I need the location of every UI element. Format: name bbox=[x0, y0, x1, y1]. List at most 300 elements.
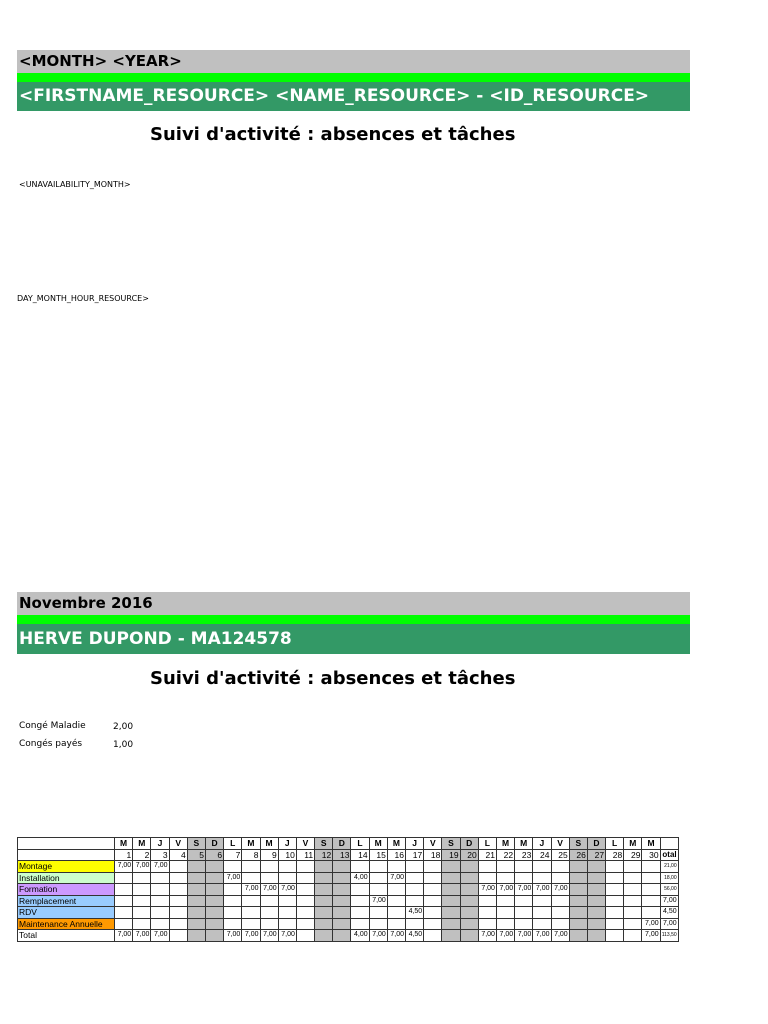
day-cell bbox=[260, 895, 278, 907]
day-cell: 7,00 bbox=[478, 930, 496, 942]
day-cell bbox=[151, 918, 169, 930]
day-cell bbox=[169, 907, 187, 919]
day-cell: 7,00 bbox=[533, 884, 551, 896]
day-cell bbox=[551, 918, 569, 930]
day-cell bbox=[460, 907, 478, 919]
day-cell bbox=[424, 907, 442, 919]
day-cell bbox=[115, 907, 133, 919]
day-cell bbox=[424, 872, 442, 884]
divider bbox=[17, 73, 690, 82]
day-cell bbox=[333, 907, 351, 919]
day-letter: J bbox=[151, 838, 169, 850]
day-letter: M bbox=[242, 838, 260, 850]
day-cell bbox=[224, 861, 242, 873]
day-cell: 4,00 bbox=[351, 930, 369, 942]
day-number: 5 bbox=[187, 849, 205, 861]
day-cell bbox=[533, 907, 551, 919]
day-cell bbox=[424, 895, 442, 907]
day-letter: M bbox=[115, 838, 133, 850]
day-cell bbox=[115, 895, 133, 907]
day-letter: S bbox=[442, 838, 460, 850]
day-letter: M bbox=[642, 838, 660, 850]
day-cell bbox=[333, 861, 351, 873]
row-label: RDV bbox=[18, 907, 115, 919]
day-cell bbox=[496, 907, 514, 919]
day-cell bbox=[315, 930, 333, 942]
day-cell bbox=[260, 907, 278, 919]
day-cell bbox=[496, 872, 514, 884]
table-row bbox=[18, 884, 679, 896]
day-cell bbox=[133, 872, 151, 884]
day-cell bbox=[187, 907, 205, 919]
day-letter: M bbox=[624, 838, 642, 850]
day-cell bbox=[278, 861, 296, 873]
absence-label: Congé Maladie bbox=[19, 721, 86, 731]
day-number: 1 bbox=[115, 849, 133, 861]
day-cell bbox=[515, 861, 533, 873]
day-cell bbox=[387, 861, 405, 873]
day-cell bbox=[406, 895, 424, 907]
row-label: Formation bbox=[18, 884, 115, 896]
day-cell: 7,00 bbox=[224, 872, 242, 884]
day-cell bbox=[315, 895, 333, 907]
day-letter: D bbox=[587, 838, 605, 850]
day-cell bbox=[133, 907, 151, 919]
day-cell bbox=[624, 895, 642, 907]
day-cell bbox=[406, 918, 424, 930]
day-cell bbox=[460, 895, 478, 907]
day-cell bbox=[460, 884, 478, 896]
day-number: 30 bbox=[642, 849, 660, 861]
day-number: 13 bbox=[333, 849, 351, 861]
day-number: 25 bbox=[551, 849, 569, 861]
day-cell bbox=[315, 861, 333, 873]
day-cell bbox=[569, 930, 587, 942]
day-number: 14 bbox=[351, 849, 369, 861]
day-cell bbox=[551, 907, 569, 919]
row-total: 113,50 bbox=[660, 930, 678, 942]
row-total: 4,50 bbox=[660, 907, 678, 919]
month-year-bar: Novembre 2016 bbox=[17, 592, 690, 615]
day-cell bbox=[515, 907, 533, 919]
divider bbox=[17, 615, 690, 624]
day-letter: S bbox=[187, 838, 205, 850]
day-cell bbox=[369, 884, 387, 896]
day-letter: M bbox=[515, 838, 533, 850]
day-cell bbox=[551, 872, 569, 884]
day-cell bbox=[242, 918, 260, 930]
day-cell bbox=[478, 907, 496, 919]
day-cell bbox=[442, 907, 460, 919]
day-number: 7 bbox=[224, 849, 242, 861]
header-blank bbox=[18, 849, 115, 861]
day-cell bbox=[515, 918, 533, 930]
day-cell bbox=[296, 861, 314, 873]
day-cell bbox=[351, 884, 369, 896]
day-cell bbox=[515, 895, 533, 907]
day-cell bbox=[642, 895, 660, 907]
day-cell bbox=[224, 895, 242, 907]
day-number: 17 bbox=[406, 849, 424, 861]
day-cell bbox=[387, 884, 405, 896]
month-year-placeholder-bar: <MONTH> <YEAR> bbox=[17, 50, 690, 73]
day-cell: 7,00 bbox=[387, 872, 405, 884]
day-cell bbox=[133, 918, 151, 930]
day-cell bbox=[624, 918, 642, 930]
day-number: 26 bbox=[569, 849, 587, 861]
day-cell bbox=[315, 918, 333, 930]
day-cell bbox=[315, 907, 333, 919]
day-cell: 4,50 bbox=[406, 930, 424, 942]
day-cell bbox=[205, 884, 223, 896]
day-cell: 7,00 bbox=[515, 884, 533, 896]
day-cell bbox=[442, 895, 460, 907]
day-cell bbox=[278, 918, 296, 930]
day-cell bbox=[333, 930, 351, 942]
day-number: 24 bbox=[533, 849, 551, 861]
day-cell bbox=[260, 918, 278, 930]
day-cell bbox=[424, 918, 442, 930]
day-cell bbox=[587, 930, 605, 942]
day-cell bbox=[169, 895, 187, 907]
day-cell bbox=[569, 861, 587, 873]
day-cell: 7,00 bbox=[369, 930, 387, 942]
day-cell bbox=[133, 884, 151, 896]
day-cell: 7,00 bbox=[496, 884, 514, 896]
day-letter: L bbox=[606, 838, 624, 850]
table-row bbox=[18, 918, 679, 930]
row-total: 56,00 bbox=[660, 884, 678, 896]
day-cell bbox=[187, 884, 205, 896]
day-letter: M bbox=[133, 838, 151, 850]
day-cell bbox=[478, 918, 496, 930]
day-cell bbox=[569, 907, 587, 919]
day-cell bbox=[242, 861, 260, 873]
row-total: 7,00 bbox=[660, 918, 678, 930]
day-cell bbox=[351, 895, 369, 907]
day-cell bbox=[496, 918, 514, 930]
day-cell bbox=[587, 918, 605, 930]
day-letter: L bbox=[224, 838, 242, 850]
day-cell bbox=[569, 872, 587, 884]
day-number: 29 bbox=[624, 849, 642, 861]
day-cell bbox=[606, 895, 624, 907]
day-cell bbox=[624, 872, 642, 884]
day-number: 15 bbox=[369, 849, 387, 861]
day-number: 4 bbox=[169, 849, 187, 861]
day-cell bbox=[515, 872, 533, 884]
day-cell bbox=[205, 907, 223, 919]
row-total: 18,00 bbox=[660, 872, 678, 884]
header-blank bbox=[660, 838, 678, 850]
day-cell bbox=[333, 895, 351, 907]
day-cell bbox=[278, 872, 296, 884]
day-letter: S bbox=[569, 838, 587, 850]
day-cell bbox=[169, 872, 187, 884]
day-cell bbox=[442, 884, 460, 896]
day-cell: 7,00 bbox=[478, 884, 496, 896]
day-cell bbox=[642, 861, 660, 873]
day-cell bbox=[133, 895, 151, 907]
row-label: Maintenance Annuelle bbox=[18, 918, 115, 930]
unavailability-placeholder: <UNAVAILABILITY_MONTH> bbox=[19, 180, 131, 189]
day-cell bbox=[642, 884, 660, 896]
day-letter: V bbox=[424, 838, 442, 850]
day-cell bbox=[442, 872, 460, 884]
day-cell bbox=[387, 907, 405, 919]
day-cell bbox=[205, 930, 223, 942]
day-cell bbox=[442, 918, 460, 930]
day-letter: D bbox=[333, 838, 351, 850]
day-cell: 7,00 bbox=[642, 918, 660, 930]
row-label: Montage bbox=[18, 861, 115, 873]
day-letter: J bbox=[278, 838, 296, 850]
day-cell bbox=[333, 918, 351, 930]
day-cell bbox=[369, 918, 387, 930]
day-letter: M bbox=[496, 838, 514, 850]
day-cell bbox=[442, 861, 460, 873]
day-cell bbox=[478, 861, 496, 873]
day-cell bbox=[278, 907, 296, 919]
day-cell bbox=[205, 861, 223, 873]
day-cell bbox=[115, 872, 133, 884]
day-cell bbox=[606, 907, 624, 919]
day-cell bbox=[533, 872, 551, 884]
day-cell bbox=[569, 895, 587, 907]
absence-label: Congés payés bbox=[19, 739, 83, 749]
day-cell: 7,00 bbox=[133, 861, 151, 873]
day-cell bbox=[115, 918, 133, 930]
table-row bbox=[18, 872, 679, 884]
day-cell bbox=[369, 861, 387, 873]
day-letter: V bbox=[169, 838, 187, 850]
row-label: Remplacement bbox=[18, 895, 115, 907]
day-number: 18 bbox=[424, 849, 442, 861]
day-cell bbox=[478, 895, 496, 907]
day-letter: J bbox=[533, 838, 551, 850]
day-number: 11 bbox=[296, 849, 314, 861]
day-cell: 7,00 bbox=[224, 930, 242, 942]
day-letter: V bbox=[296, 838, 314, 850]
header-blank bbox=[18, 838, 115, 850]
day-cell bbox=[151, 895, 169, 907]
day-number: 12 bbox=[315, 849, 333, 861]
day-cell bbox=[424, 930, 442, 942]
day-cell: 7,00 bbox=[278, 930, 296, 942]
day-cell: 7,00 bbox=[278, 884, 296, 896]
day-cell bbox=[242, 907, 260, 919]
day-cell: 7,00 bbox=[151, 930, 169, 942]
page-title: Suivi d'activité : absences et tâches bbox=[150, 124, 516, 145]
day-number: 22 bbox=[496, 849, 514, 861]
table-row bbox=[18, 895, 679, 907]
activity-table bbox=[17, 837, 679, 942]
day-cell: 7,00 bbox=[369, 895, 387, 907]
day-cell: 7,00 bbox=[551, 884, 569, 896]
table-row bbox=[18, 861, 679, 873]
day-cell bbox=[424, 861, 442, 873]
day-cell bbox=[187, 930, 205, 942]
day-cell bbox=[533, 918, 551, 930]
day-cell: 4,00 bbox=[351, 872, 369, 884]
day-number: 28 bbox=[606, 849, 624, 861]
day-cell bbox=[533, 861, 551, 873]
day-number: 9 bbox=[260, 849, 278, 861]
day-letter: D bbox=[460, 838, 478, 850]
day-cell bbox=[169, 918, 187, 930]
day-cell bbox=[587, 861, 605, 873]
day-cell bbox=[151, 907, 169, 919]
day-cell: 4,50 bbox=[406, 907, 424, 919]
day-cell: 7,00 bbox=[115, 861, 133, 873]
day-cell bbox=[296, 895, 314, 907]
day-cell bbox=[351, 907, 369, 919]
day-cell bbox=[460, 861, 478, 873]
day-cell bbox=[151, 872, 169, 884]
day-letter: M bbox=[260, 838, 278, 850]
day-number: 3 bbox=[151, 849, 169, 861]
day-letter: J bbox=[406, 838, 424, 850]
day-cell bbox=[187, 895, 205, 907]
day-cell bbox=[115, 884, 133, 896]
absence-value: 2,00 bbox=[113, 722, 134, 732]
day-cell bbox=[587, 907, 605, 919]
day-cell: 7,00 bbox=[151, 861, 169, 873]
total-header: otal bbox=[660, 849, 678, 861]
row-total: 7,00 bbox=[660, 895, 678, 907]
day-cell bbox=[606, 872, 624, 884]
day-cell bbox=[242, 895, 260, 907]
day-letter: V bbox=[551, 838, 569, 850]
day-cell bbox=[460, 872, 478, 884]
day-cell bbox=[587, 884, 605, 896]
day-cell bbox=[551, 861, 569, 873]
day-cell bbox=[424, 884, 442, 896]
day-cell bbox=[205, 872, 223, 884]
day-cell: 7,00 bbox=[496, 930, 514, 942]
day-cell: 7,00 bbox=[387, 930, 405, 942]
day-number: 23 bbox=[515, 849, 533, 861]
day-cell bbox=[296, 884, 314, 896]
table-row bbox=[18, 930, 679, 942]
resource-bar: HERVE DUPOND - MA124578 bbox=[17, 624, 690, 654]
day-cell bbox=[460, 918, 478, 930]
day-cell bbox=[351, 861, 369, 873]
day-cell: 7,00 bbox=[242, 884, 260, 896]
day-cell bbox=[569, 884, 587, 896]
day-letter: D bbox=[205, 838, 223, 850]
day-cell bbox=[224, 918, 242, 930]
day-cell bbox=[187, 861, 205, 873]
day-cell bbox=[278, 895, 296, 907]
day-letter: S bbox=[315, 838, 333, 850]
day-letter: M bbox=[387, 838, 405, 850]
day-cell: 7,00 bbox=[642, 930, 660, 942]
day-cell: 7,00 bbox=[260, 884, 278, 896]
day-cell bbox=[569, 918, 587, 930]
row-label: Total bbox=[18, 930, 115, 942]
day-cell: 7,00 bbox=[551, 930, 569, 942]
day-cell bbox=[460, 930, 478, 942]
resource-placeholder-bar: <FIRSTNAME_RESOURCE> <NAME_RESOURCE> - <ID_RESOURCE> bbox=[17, 82, 690, 111]
day-number: 10 bbox=[278, 849, 296, 861]
day-cell: 7,00 bbox=[242, 930, 260, 942]
day-cell bbox=[333, 884, 351, 896]
day-cell bbox=[224, 907, 242, 919]
day-cell bbox=[606, 930, 624, 942]
day-cell bbox=[205, 918, 223, 930]
day-cell bbox=[260, 872, 278, 884]
row-total: 21,00 bbox=[660, 861, 678, 873]
day-number: 20 bbox=[460, 849, 478, 861]
day-cell bbox=[169, 884, 187, 896]
day-cell: 7,00 bbox=[533, 930, 551, 942]
day-cell bbox=[296, 930, 314, 942]
report-title: Suivi d'activité : absences et tâches bbox=[150, 668, 516, 689]
day-cell bbox=[606, 884, 624, 896]
day-letter: L bbox=[478, 838, 496, 850]
day-cell: 7,00 bbox=[260, 930, 278, 942]
day-cell bbox=[296, 907, 314, 919]
table-row bbox=[18, 907, 679, 919]
day-cell bbox=[224, 884, 242, 896]
day-cell bbox=[187, 872, 205, 884]
day-letter: L bbox=[351, 838, 369, 850]
day-cell bbox=[587, 895, 605, 907]
day-cell bbox=[442, 930, 460, 942]
day-cell bbox=[606, 918, 624, 930]
day-cell: 7,00 bbox=[515, 930, 533, 942]
day-cell bbox=[369, 907, 387, 919]
day-cell bbox=[333, 872, 351, 884]
day-cell bbox=[169, 930, 187, 942]
day-cell bbox=[496, 895, 514, 907]
day-number: 16 bbox=[387, 849, 405, 861]
day-cell bbox=[624, 930, 642, 942]
day-cell bbox=[624, 861, 642, 873]
day-cell bbox=[187, 918, 205, 930]
day-cell bbox=[551, 895, 569, 907]
day-cell bbox=[496, 861, 514, 873]
day-cell bbox=[387, 918, 405, 930]
day-cell bbox=[296, 918, 314, 930]
day-cell bbox=[642, 907, 660, 919]
day-cell bbox=[642, 872, 660, 884]
header-row-days bbox=[18, 849, 679, 861]
day-number: 27 bbox=[587, 849, 605, 861]
day-cell bbox=[351, 918, 369, 930]
day-cell bbox=[315, 884, 333, 896]
day-number: 6 bbox=[205, 849, 223, 861]
day-cell bbox=[406, 872, 424, 884]
day-month-hour-placeholder: DAY_MONTH_HOUR_RESOURCE> bbox=[17, 294, 149, 303]
absence-value: 1,00 bbox=[113, 740, 134, 750]
day-cell bbox=[606, 861, 624, 873]
day-cell bbox=[296, 872, 314, 884]
day-cell bbox=[242, 872, 260, 884]
day-number: 21 bbox=[478, 849, 496, 861]
day-cell bbox=[205, 895, 223, 907]
day-cell bbox=[369, 872, 387, 884]
day-cell bbox=[151, 884, 169, 896]
day-number: 8 bbox=[242, 849, 260, 861]
day-cell bbox=[406, 861, 424, 873]
day-cell bbox=[533, 895, 551, 907]
day-cell: 7,00 bbox=[133, 930, 151, 942]
row-label: Installation bbox=[18, 872, 115, 884]
day-number: 2 bbox=[133, 849, 151, 861]
day-cell bbox=[260, 861, 278, 873]
